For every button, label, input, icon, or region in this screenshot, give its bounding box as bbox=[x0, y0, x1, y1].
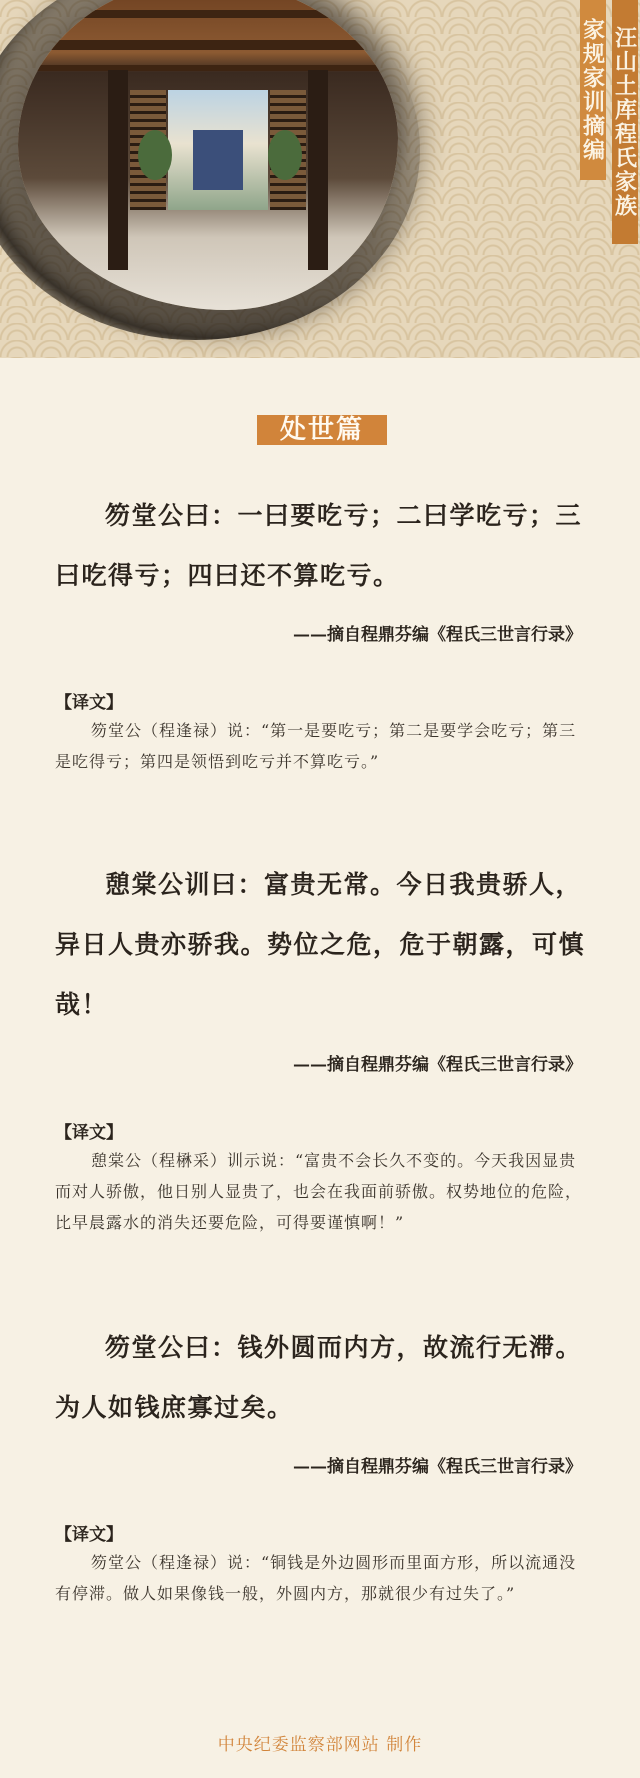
quote-source: ——摘自程鼎芬编《程氏三世言行录》 bbox=[293, 1055, 582, 1075]
quote-text: 憩棠公训曰：富贵无常。今日我贵骄人，异日人贵亦骄我。势位之危，危于朝露，可慎哉！ bbox=[55, 870, 586, 1019]
potted-plant bbox=[138, 130, 172, 180]
footer-credit: 中央纪委监察部网站 制作 bbox=[217, 1735, 423, 1755]
section-title: 处世篇 bbox=[257, 415, 387, 445]
translation-label: 【译文】 bbox=[55, 1123, 123, 1143]
quote-text: 笏堂公曰：钱外圆而内方，故流行无滞。为人如钱庶寡过矣。 bbox=[55, 1333, 583, 1422]
vertical-subtitle: 家规家训摘编 bbox=[580, 0, 606, 180]
pillar bbox=[108, 70, 128, 270]
roof-beam bbox=[18, 65, 398, 71]
translation-text: 笏堂公（程逢禄）说：“第一是要吃亏；第二是要学会吃亏；第三是吃得亏；第四是领悟到吃亏并不算吃亏。” bbox=[55, 721, 577, 771]
translation-text: 憩棠公（程楙采）训示说：“富贵不会长久不变的。今天我因显贵而对人骄傲，他日别人显贵了，也会在我面前骄傲。权势地位的危险，比早晨露水的消失还要危险，可得要谨慎啊！” bbox=[55, 1151, 583, 1232]
translation-label: 【译文】 bbox=[55, 693, 123, 713]
translation-text: 笏堂公（程逢禄）说：“铜钱是外边圆形而里面方形，所以流通没有停滞。做人如果像钱一般，外圆内方，那就很少有过失了。” bbox=[55, 1553, 577, 1603]
header-banner bbox=[0, 0, 640, 358]
inner-door bbox=[193, 130, 243, 190]
roof-beam bbox=[18, 40, 398, 50]
quote-text: 笏堂公曰：一曰要吃亏；二曰学吃亏；三曰吃得亏；四曰还不算吃亏。 bbox=[55, 501, 583, 590]
quote-source: ——摘自程鼎芬编《程氏三世言行录》 bbox=[293, 625, 582, 645]
pillar bbox=[308, 70, 328, 270]
roof-beam bbox=[18, 10, 398, 18]
quote-source: ——摘自程鼎芬编《程氏三世言行录》 bbox=[293, 1457, 582, 1477]
vertical-main-title: 汪山土库程氏家族 bbox=[612, 0, 638, 244]
translation-label: 【译文】 bbox=[55, 1525, 123, 1545]
potted-plant bbox=[268, 130, 302, 180]
